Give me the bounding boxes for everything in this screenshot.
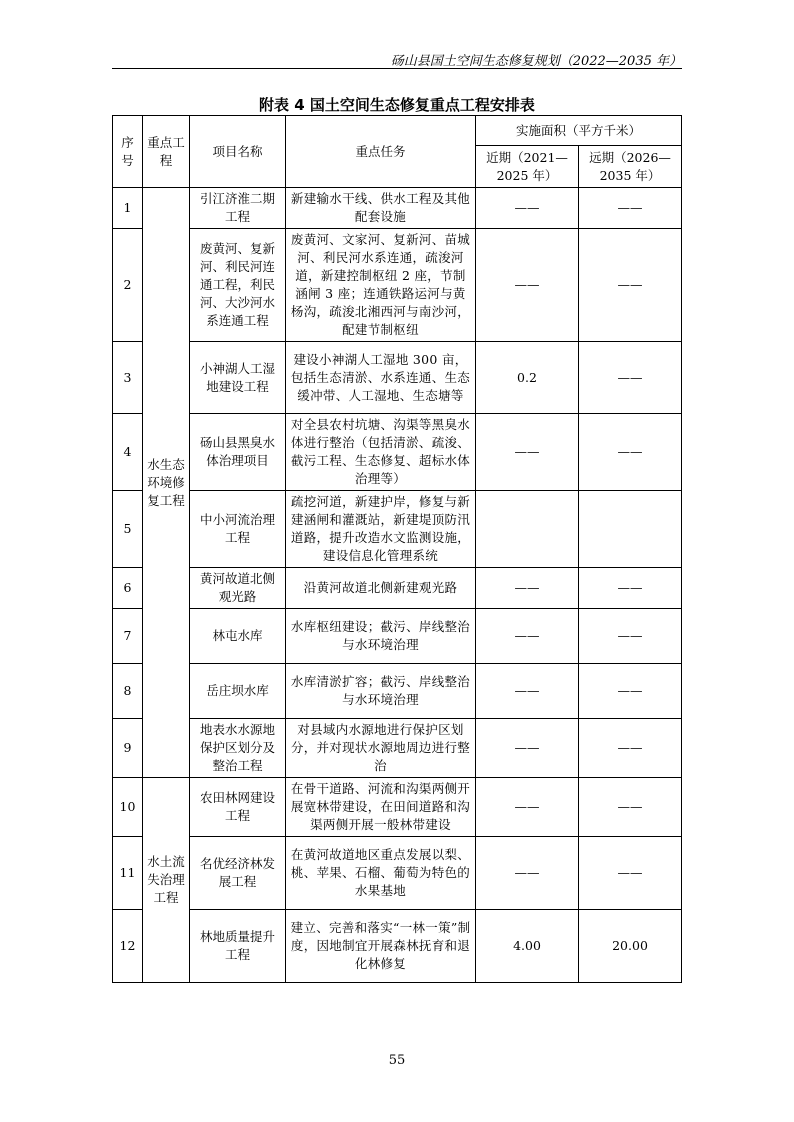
row-near: 4.00: [476, 910, 579, 983]
row-far: ——: [579, 837, 682, 910]
row-task: 建设小神湖人工湿地 300 亩，包括生态清淤、水系连通、生态缓冲带、人工湿地、生态塘等: [286, 342, 476, 414]
row-far: ——: [579, 568, 682, 609]
row-near: ——: [476, 837, 579, 910]
header-name: 项目名称: [190, 116, 286, 188]
header-near: 近期（2021—2025 年）: [476, 146, 579, 188]
table-row: [113, 837, 682, 910]
table-row: [113, 910, 682, 983]
row-no: 10: [113, 778, 143, 837]
row-no: 8: [113, 664, 143, 719]
row-task: 疏挖河道，新建护岸，修复与新建涵闸和灌溉站，新建堤顶防汛道路，提升改造水文监测设施，建设信息化管理系统: [286, 491, 476, 568]
row-no: 11: [113, 837, 143, 910]
row-task: 在黄河故道地区重点发展以梨、桃、苹果、石榴、葡萄为特色的水果基地: [286, 837, 476, 910]
row-near: ——: [476, 414, 579, 491]
row-far: ——: [579, 229, 682, 342]
row-task: 建立、完善和落实“一林一策”制度，因地制宜开展森林抚育和退化林修复: [286, 910, 476, 983]
row-task: 水库枢纽建设；截污、岸线整治与水环境治理: [286, 609, 476, 664]
row-no: 3: [113, 342, 143, 414]
table-row: [113, 229, 682, 342]
row-no: 1: [113, 188, 143, 229]
group-label: 水生态环境修复工程: [143, 188, 190, 778]
row-near: ——: [476, 609, 579, 664]
header-seq: 序号: [113, 116, 143, 188]
row-task: 废黄河、文家河、复新河、苗城河、利民河水系连通，疏浚河道，新建控制枢纽 2 座，节制涵闸 3 座；连通铁路运河与黄杨沟，疏浚北湘西河与南沙河，配建节制枢纽: [286, 229, 476, 342]
table-row: [113, 414, 682, 491]
row-far: [579, 491, 682, 568]
row-task: 沿黄河故道北侧新建观光路: [286, 568, 476, 609]
table-row: [113, 188, 682, 229]
row-near: ——: [476, 568, 579, 609]
row-near: ——: [476, 719, 579, 778]
table-row: [113, 719, 682, 778]
row-far: ——: [579, 609, 682, 664]
row-near: [476, 491, 579, 568]
row-name: 黄河故道北侧观光路: [190, 568, 286, 609]
table-row: [113, 568, 682, 609]
header-task: 重点任务: [286, 116, 476, 188]
row-far: ——: [579, 342, 682, 414]
row-far: 20.00: [579, 910, 682, 983]
row-far: ——: [579, 188, 682, 229]
page-number: 55: [388, 1053, 406, 1068]
project-table: [112, 115, 682, 983]
row-no: 2: [113, 229, 143, 342]
header-row-1: [113, 116, 682, 146]
row-name: 林屯水库: [190, 609, 286, 664]
row-name: 名优经济林发展工程: [190, 837, 286, 910]
row-far: ——: [579, 719, 682, 778]
table-row: [113, 609, 682, 664]
row-task: 新建输水干线、供水工程及其他配套设施: [286, 188, 476, 229]
row-near: ——: [476, 664, 579, 719]
page-header: [112, 44, 682, 69]
row-near: ——: [476, 188, 579, 229]
row-no: 4: [113, 414, 143, 491]
row-name: 小神湖人工湿地建设工程: [190, 342, 286, 414]
table-row: [113, 778, 682, 837]
table-row: [113, 664, 682, 719]
row-no: 6: [113, 568, 143, 609]
row-near: ——: [476, 778, 579, 837]
row-task: 在骨干道路、河流和沟渠两侧开展宽林带建设，在田间道路和沟渠两侧开展一般林带建设: [286, 778, 476, 837]
header-category: 重点工程: [143, 116, 190, 188]
row-name: 中小河流治理工程: [190, 491, 286, 568]
row-far: ——: [579, 414, 682, 491]
row-name: 砀山县黑臭水体治理项目: [190, 414, 286, 491]
row-name: 农田林网建设工程: [190, 778, 286, 837]
row-name: 地表水水源地保护区划分及整治工程: [190, 719, 286, 778]
row-task: 对全县农村坑塘、沟渠等黑臭水体进行整治（包括清淤、疏浚、截污工程、生态修复、超标水体治理等）: [286, 414, 476, 491]
row-near: 0.2: [476, 342, 579, 414]
row-name: 引江济淮二期工程: [190, 188, 286, 229]
header-text: 砀山县国土空间生态修复规划（2022—2035 年）: [390, 54, 682, 69]
row-far: ——: [579, 664, 682, 719]
row-task: 对县域内水源地进行保护区划分，并对现状水源地周边进行整治: [286, 719, 476, 778]
row-no: 9: [113, 719, 143, 778]
group-label: 水土流失治理工程: [143, 778, 190, 983]
row-near: ——: [476, 229, 579, 342]
row-no: 5: [113, 491, 143, 568]
row-far: ——: [579, 778, 682, 837]
table-row: [113, 491, 682, 568]
row-no: 7: [113, 609, 143, 664]
row-name: 废黄河、复新河、利民河连通工程，利民河、大沙河水系连通工程: [190, 229, 286, 342]
header-far: 远期（2026—2035 年）: [579, 146, 682, 188]
row-name: 林地质量提升工程: [190, 910, 286, 983]
row-name: 岳庄坝水库: [190, 664, 286, 719]
row-task: 水库清淤扩容；截污、岸线整治与水环境治理: [286, 664, 476, 719]
row-no: 12: [113, 910, 143, 983]
table-row: [113, 342, 682, 414]
table-title: 附表 4 国土空间生态修复重点工程安排表: [259, 96, 535, 114]
header-area: 实施面积（平方千米）: [476, 116, 682, 146]
